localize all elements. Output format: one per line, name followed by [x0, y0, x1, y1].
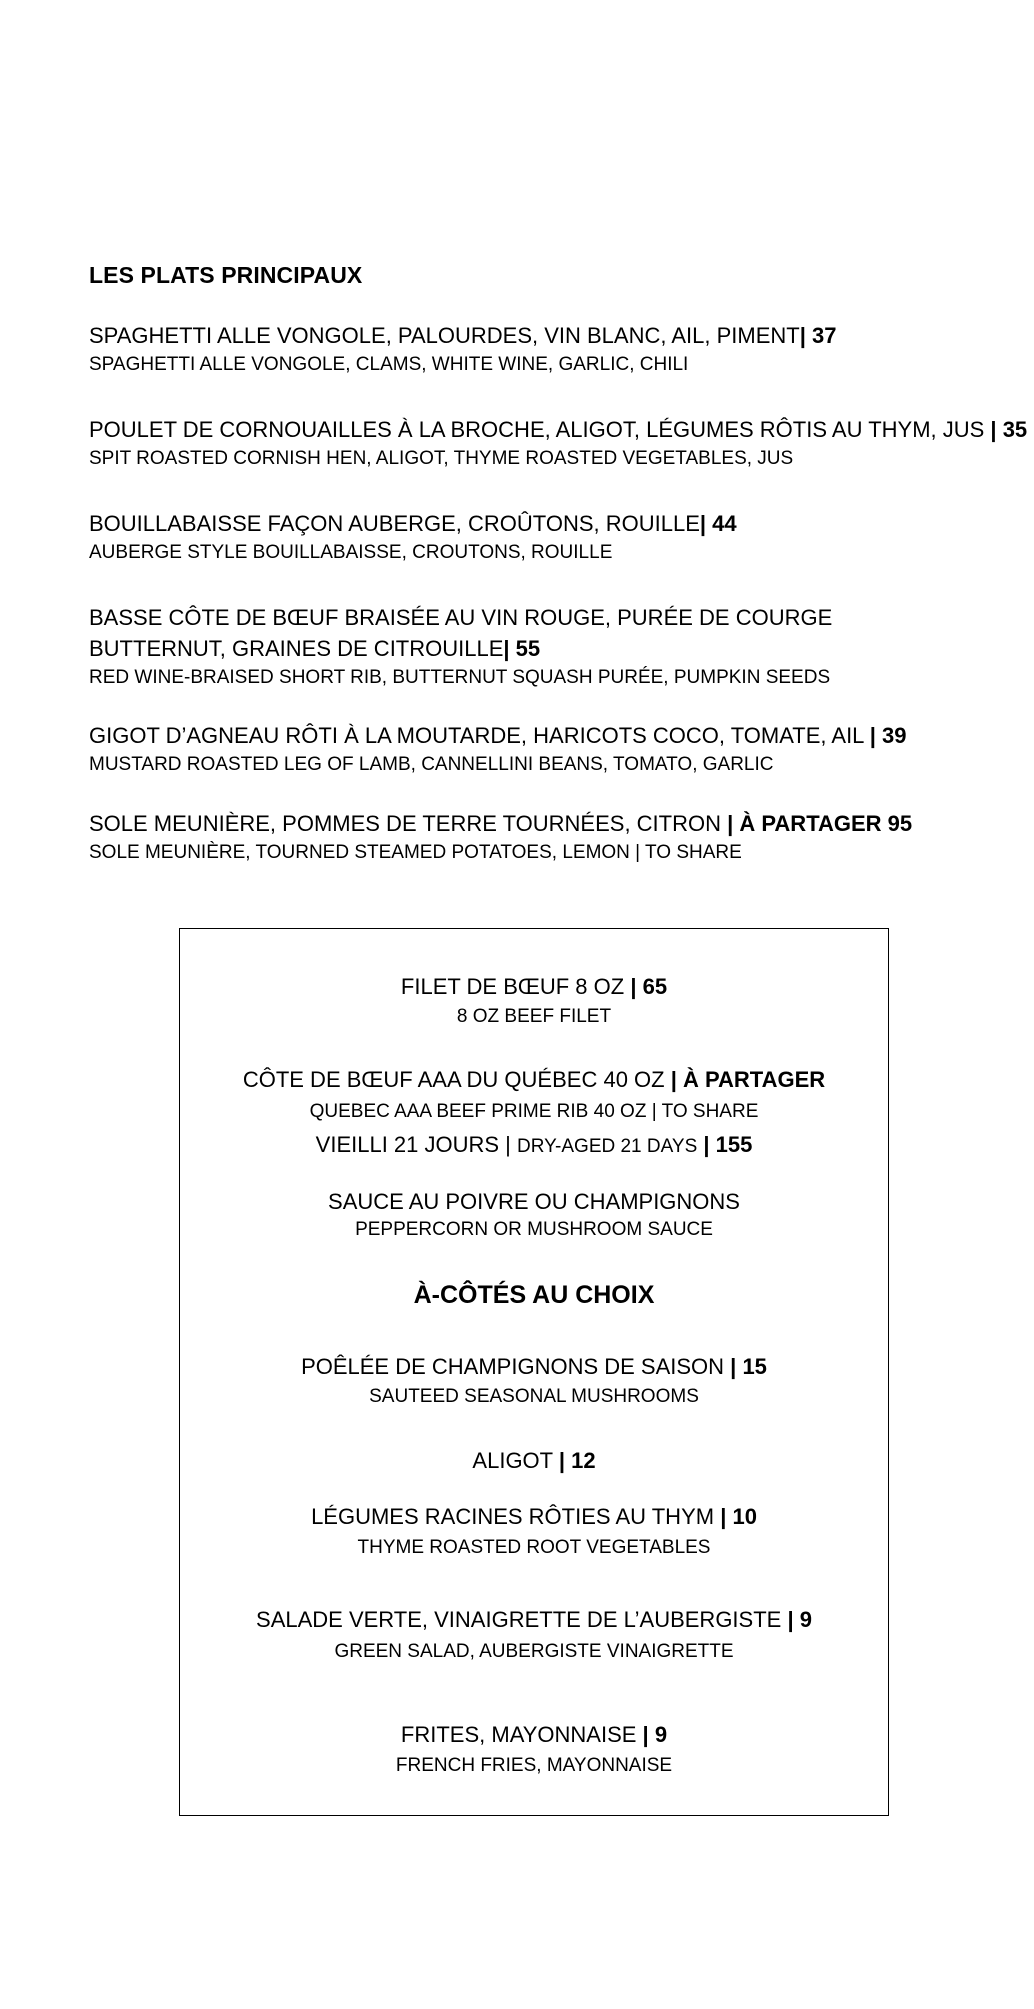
dish-name-fr-text: BOUILLABAISSE FAÇON AUBERGE, CROÛTONS, ROUILLE: [89, 511, 700, 536]
filet-fr-text: FILET DE BŒUF 8 OZ: [400, 974, 631, 999]
cote-en: QUEBEC AAA BEEF PRIME RIB 40 OZ | TO SHARE: [309, 1101, 759, 1122]
dish-item: [89, 602, 949, 691]
dish-name-en: RED WINE-BRAISED SHORT RIB, BUTTERNUT SQUASH PURÉE, PUMPKIN SEEDS: [89, 667, 831, 688]
dish-item: [89, 508, 1009, 566]
side-name-fr: ALIGOT: [472, 1448, 559, 1473]
dish-item: [89, 320, 1009, 378]
cote-fr-text: CÔTE DE BŒUF AAA DU QUÉBEC 40 OZ: [242, 1067, 671, 1092]
aged-en: DRY-AGED 21 DAYS: [517, 1136, 698, 1157]
side-item-fr: [180, 1445, 888, 1476]
side-price: | 9: [787, 1607, 812, 1632]
dish-name-fr-text: SPAGHETTI ALLE VONGOLE, PALOURDES, VIN BLANC, AIL, PIMENT: [89, 323, 800, 348]
dish-item: [89, 414, 1028, 472]
dish-name-fr-text: POULET DE CORNOUAILLES À LA BROCHE, ALIGOT, LÉGUMES RÔTIS AU THYM, JUS: [89, 417, 991, 442]
side-name-fr: LÉGUMES RACINES RÔTIES AU THYM: [311, 1504, 721, 1529]
section-title: LES PLATS PRINCIPAUX: [89, 262, 363, 288]
dish-name-en: SPIT ROASTED CORNISH HEN, ALIGOT, THYME ROASTED VEGETABLES, JUS: [89, 448, 794, 469]
dish-name-fr: [89, 508, 1009, 539]
dish-price: | 39: [869, 723, 907, 748]
side-price: | 9: [642, 1722, 668, 1747]
dish-name-fr-text: SOLE MEUNIÈRE, POMMES DE TERRE TOURNÉES, CITRON: [89, 811, 728, 836]
dish-item: [89, 808, 1009, 866]
cote-price: | À PARTAGER: [670, 1067, 826, 1092]
sauce-fr: SAUCE AU POIVRE OU CHAMPIGNONS: [328, 1189, 740, 1214]
dish-name-fr: [89, 414, 1028, 445]
dish-price: | 44: [699, 511, 737, 536]
filet-fr: [180, 971, 888, 1002]
dish-name-fr: [89, 720, 1009, 751]
side-name-fr: FRITES, MAYONNAISE: [400, 1722, 643, 1747]
dish-name-en: MUSTARD ROASTED LEG OF LAMB, CANNELLINI BEANS, TOMATO, GARLIC: [89, 754, 774, 775]
dish-name-fr-text: GIGOT D’AGNEAU RÔTI À LA MOUTARDE, HARICOTS COCO, TOMATE, AIL: [89, 723, 870, 748]
dish-price: | 55: [503, 636, 541, 661]
side-price: | 12: [558, 1448, 596, 1473]
dish-price: | 37: [799, 323, 837, 348]
side-item-fr: [180, 1351, 888, 1382]
cote-fr: [180, 1064, 888, 1095]
side-item-en: GREEN SALAD, AUBERGISTE VINAIGRETTE: [334, 1641, 734, 1662]
dish-price: | À PARTAGER 95: [727, 811, 913, 836]
dish-name-en: AUBERGE STYLE BOUILLABAISSE, CROUTONS, ROUILLE: [89, 542, 613, 563]
side-item-fr: [180, 1501, 888, 1532]
aged-price: | 155: [697, 1132, 753, 1157]
side-price: | 15: [730, 1354, 767, 1379]
dish-item: [89, 720, 1009, 778]
dish-name-fr: [89, 320, 1009, 351]
dish-name-fr-text: BASSE CÔTE DE BŒUF BRAISÉE AU VIN ROUGE, PURÉE DE COURGE BUTTERNUT, GRAINES DE CITROUILLE: [89, 605, 833, 661]
side-name-fr: POÊLÉE DE CHAMPIGNONS DE SAISON: [301, 1354, 731, 1379]
filet-en: 8 OZ BEEF FILET: [456, 1006, 612, 1027]
side-item-en: THYME ROASTED ROOT VEGETABLES: [357, 1537, 711, 1558]
dish-name-en: SOLE MEUNIÈRE, TOURNED STEAMED POTATOES, LEMON | TO SHARE: [89, 842, 742, 863]
aged-line: [180, 1129, 888, 1162]
dish-name-en: SPAGHETTI ALLE VONGOLE, CLAMS, WHITE WINE, GARLIC, CHILI: [89, 354, 689, 375]
filet-price: | 65: [630, 974, 668, 999]
sides-title: À-CÔTÉS AU CHOIX: [413, 1281, 655, 1309]
sauce-en: PEPPERCORN OR MUSHROOM SAUCE: [355, 1219, 713, 1240]
side-name-fr: SALADE VERTE, VINAIGRETTE DE L’AUBERGISTE: [256, 1607, 788, 1632]
side-price: | 10: [720, 1504, 757, 1529]
dish-name-fr: [89, 602, 949, 664]
side-item-fr: [180, 1719, 888, 1750]
dish-name-fr: [89, 808, 1009, 839]
side-item-en: FRENCH FRIES, MAYONNAISE: [395, 1755, 673, 1776]
dish-price: | 35: [990, 417, 1028, 442]
side-item-en: SAUTEED SEASONAL MUSHROOMS: [369, 1386, 699, 1407]
steak-sides-box: [179, 928, 889, 1816]
side-item-fr: [180, 1604, 888, 1635]
aged-fr: VIEILLI 21 JOURS |: [315, 1132, 518, 1157]
